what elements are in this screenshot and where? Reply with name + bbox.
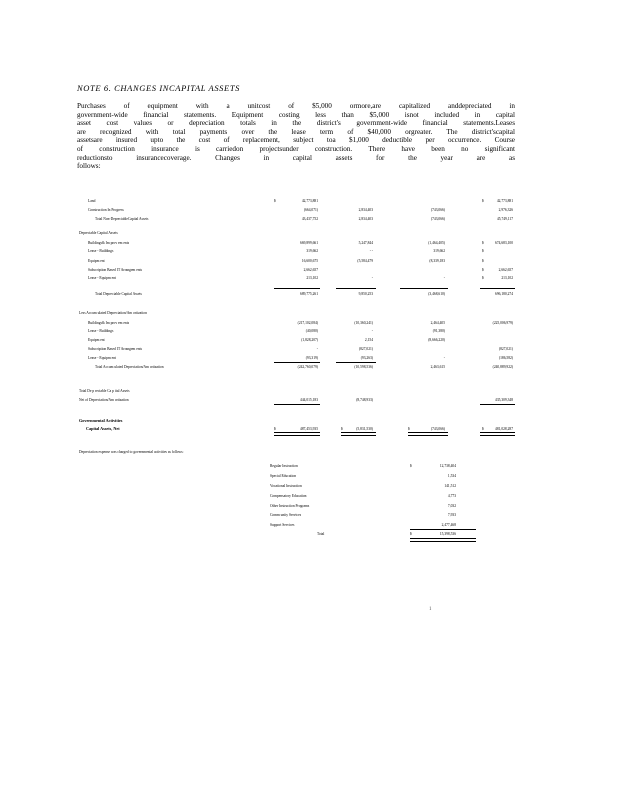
row-label: Total Depreciable Capital Assets [95,292,142,296]
value-cell: 43,437,752 [301,217,318,221]
double-rule [408,432,448,436]
row-label: Buildings& Im prov em ents [88,241,130,245]
value-cell: 2,662,657 [303,268,318,272]
paragraph-line: Purchases of equipment with a unitcost of $5,000 ormore,are capitalized anddepreciated in [77,102,515,110]
value-cell: (91,380) [432,329,445,333]
value-cell: 2,463,615 [430,365,445,369]
value-cell: (93,263) [360,356,373,360]
double-rule [341,432,376,436]
total-label: Total [317,532,325,536]
value-cell: (186,582) [498,356,513,360]
function-label: Support Services [270,523,295,527]
row-label: Equipm ent [88,338,105,342]
value-cell: 2,464,405 [430,321,445,325]
value-cell: 435,309,348 [495,398,513,402]
value-cell: (743,066) [430,217,445,221]
value-cell: 2,154 [364,338,373,342]
currency-symbol: $ [482,249,484,253]
value-cell: - [316,347,318,351]
paragraph-line: follows: [77,162,101,171]
value-cell: 5,247,844 [358,241,373,245]
row-label: Total De p reciable Ca p ital Assets [79,389,130,393]
function-label: Vocational Instruction [270,484,302,488]
net-value: 481,028,287 [495,427,513,431]
rule [274,404,320,405]
currency-symbol: $ [410,532,412,536]
paragraph-line: are recognized with total payments over the lease term of $40,000 orgreater. The district'scapital [77,127,515,136]
value-cell: (8,339,183 [429,259,445,263]
rule [480,288,515,289]
row-label: Less Accum ulated Depreciation/Am ortization [79,311,147,315]
row-label: Construction In Progress [88,208,124,212]
value-cell: (225,006,979) [492,321,513,325]
value-cell: 42,773,881 [301,199,318,203]
value-cell: 9,850,253 [358,292,373,296]
value-cell: - [443,276,445,280]
row-label: Subscription Based IT Arrangem ents [88,347,143,351]
currency-symbol: $ [482,259,484,263]
value-cell: 213,102 [501,276,513,280]
net-value: (743,066) [430,427,445,431]
currency-symbol: $ [482,241,484,245]
value-cell: 2,976,326 [498,208,513,212]
function-value: 2,477,468 [441,523,456,527]
row-label: Buildings& Im prov em ents [88,321,130,325]
rule [400,288,448,289]
row-label: Lease - Equipm ent [88,276,117,280]
paragraph-line: assetsare insured upto the cost of replacement, subject toa $1,000 deductible per occurrence. Course [77,136,515,145]
value-cell: (664,071) [303,208,318,212]
currency-symbol: $ [341,427,343,431]
value-cell: 213,102 [306,276,318,280]
function-value: 12,738,404 [439,464,456,468]
governmental-activities-label: Governmental Activities [79,418,123,423]
value-cell: 2,834,403 [358,208,373,212]
value-cell: (1,464,405) [428,241,445,245]
row-label: Net of Depreciation/Am ortization [79,398,129,402]
double-rule [480,432,515,436]
row-label: Land [88,199,96,203]
row-label: Subscription Based IT Arrangem ents [88,268,143,272]
row-label: Total Accum ulated Depreciation/Am ortization [95,365,164,369]
value-cell: 669,899,661 [300,241,318,245]
page-number: 1 [429,607,432,612]
paragraph-line: reductionsto insurancecoverage. Changes in capital assets for the year are as [77,153,515,162]
value-cell: (242,760,079) [297,365,318,369]
currency-symbol: $ [274,427,276,431]
value-cell: (40,080) [305,329,318,333]
value-cell: (217,102,084) [297,321,318,325]
total-value: 15,398,536 [439,532,456,536]
rule [274,288,320,289]
row-label: Depreciable Capital Assets [79,231,118,235]
value-cell: (827,021) [498,347,513,351]
currency-symbol: $ [482,427,484,431]
value-cell: 45,749,117 [496,217,513,221]
function-value: 4,773 [447,494,456,498]
row-label: Lease - Buildings [88,249,114,253]
value-cell: (8,748,933) [356,398,373,402]
paragraph-line: of construction insurance is carriedon projectsunder construction. There have been no significant [77,144,515,153]
value-cell: - - [369,249,373,253]
value-cell: (1,828,207) [301,338,318,342]
currency-symbol: $ [482,276,484,280]
row-label: Lease - Equipm ent [88,356,117,360]
currency-symbol: $ [410,464,412,468]
double-rule [410,538,476,542]
value-cell: 696,180,274 [495,292,513,296]
value-cell: 319,662 [433,249,445,253]
value-cell: (10,360,241) [354,321,373,325]
capital-assets-net-label: Capital Assets, Net [86,426,120,431]
paragraph-line: asset cost values or depreciation totals in the district's government-wide financial statements.Leases [77,119,515,128]
currency-symbol: $ [482,199,484,203]
function-label: Compensatory Education [270,494,307,498]
row-label: Total Non-DepreciableCapital Assets [95,217,149,221]
function-label: Other Instruction Programs [270,504,310,508]
rule [336,288,376,289]
row-label: Lease - Buildings [88,329,114,333]
paragraph-line: government-wide financial statements. Equipment costing less than $5,000 isnot included in capital [77,110,515,119]
net-value: 487,453,935 [300,427,318,431]
row-label: Equipm ent [88,259,105,263]
value-cell: (10,598,536) [354,365,373,369]
value-cell: 42,773,881 [496,199,513,203]
value-cell: - [371,329,373,333]
double-rule [274,432,320,436]
value-cell: (3,468,610) [428,292,445,296]
value-cell: 444,015,183 [300,398,318,402]
value-cell: (240,889,922) [492,365,513,369]
value-cell: (827,021) [358,347,373,351]
currency-symbol: $ [408,427,410,431]
value-cell: 2,834,403 [358,217,373,221]
note-heading: NOTE 6. CHANGES INCAPITAL ASSETS [77,83,241,93]
function-label: Comm unity Services [270,513,302,517]
function-label: Special Education [270,474,297,478]
value-cell: 674,683,100 [495,241,513,245]
value-cell: (8,666,220) [428,338,445,342]
value-cell: (743,066) [430,208,445,212]
value-cell: (93,319) [305,356,318,360]
value-cell: 319,662 [306,249,318,253]
net-value: (5,831,530) [356,427,373,431]
rule [336,362,376,363]
rule [410,529,476,530]
currency-symbol: $ [274,199,276,203]
value-cell: - [371,276,373,280]
value-cell: 2,662,657 [498,268,513,272]
rule [480,404,515,405]
value-cell: - [443,356,445,360]
value-cell: (5,584,479 [357,259,373,263]
rule [274,362,320,363]
currency-symbol: $ [482,268,484,272]
value-cell: 689,775,261 [300,292,318,296]
value-cell: 16,600,675 [301,259,318,263]
function-label: Regular Instruction [270,464,298,468]
function-value: 1,534 [447,474,456,478]
depreciation-intro: Depreciation expense was charged to governmental activities as follows: [79,450,184,454]
function-value: 7,032 [447,504,456,508]
function-value: 7,933 [447,513,456,517]
function-value: 141,512 [444,484,456,488]
